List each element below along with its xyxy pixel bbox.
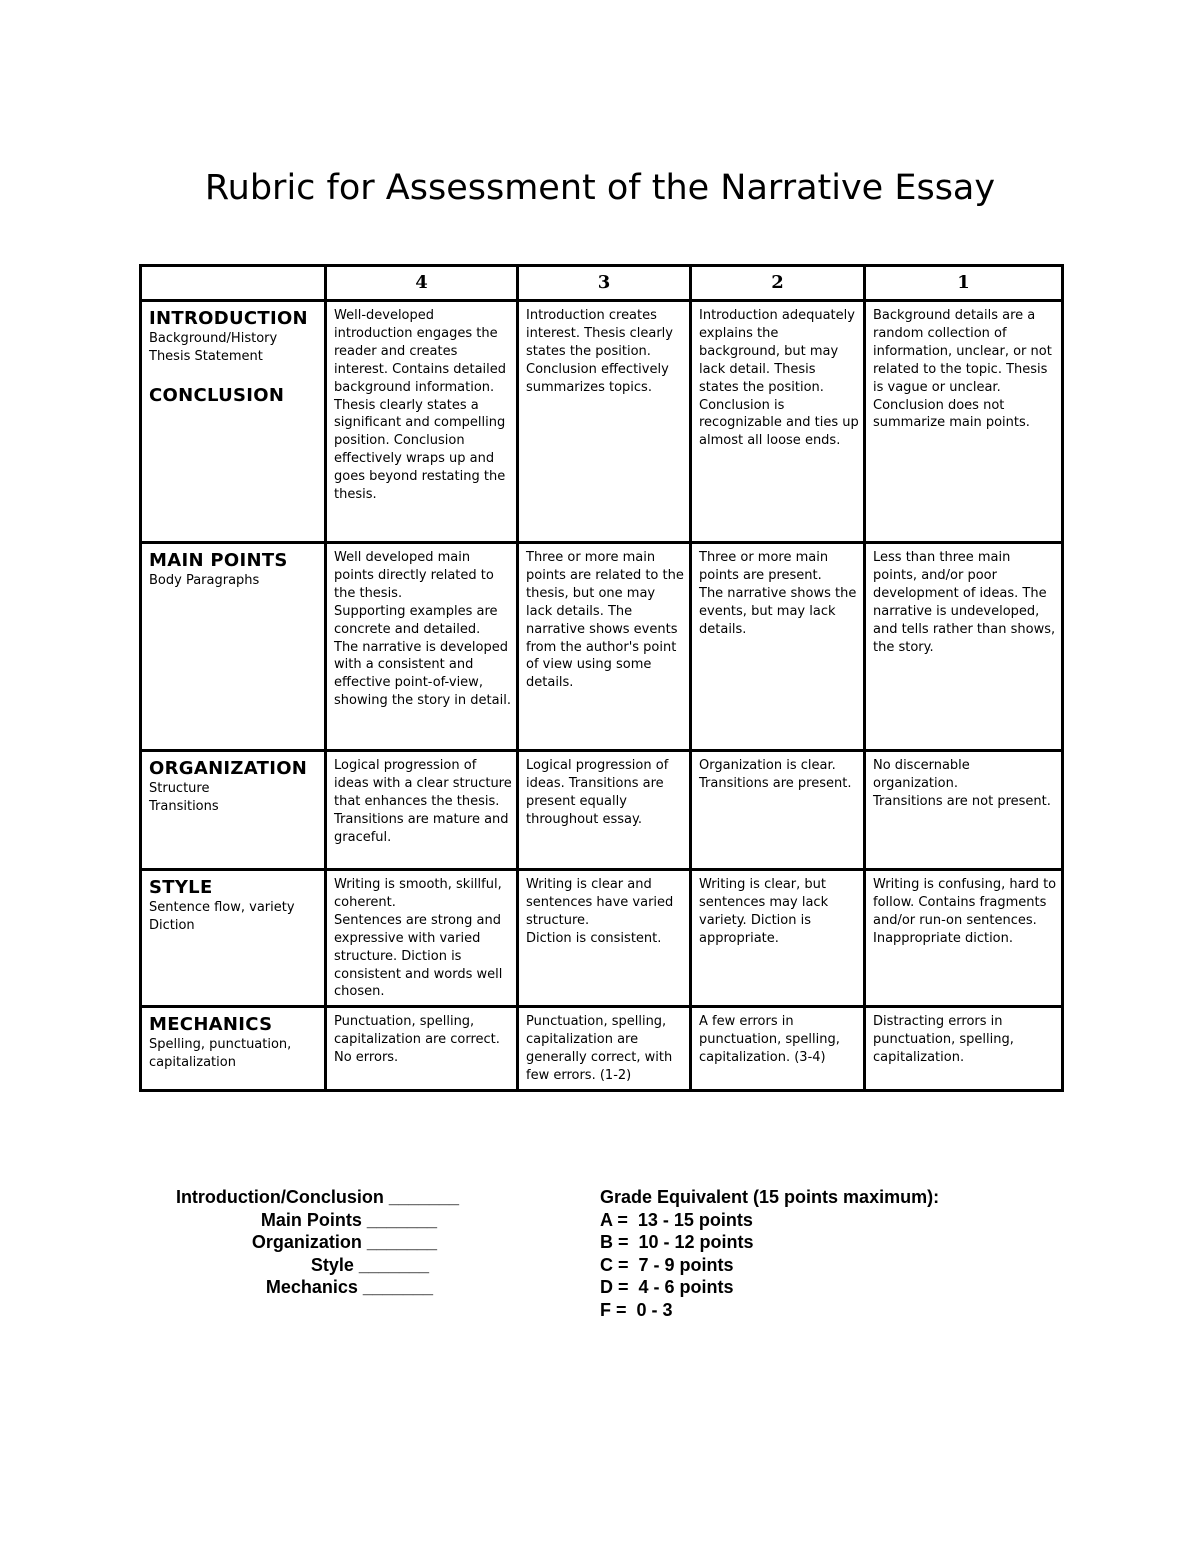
category-subtitle: Body Paragraphs <box>149 573 260 588</box>
grade-line: B = 10 - 12 points <box>600 1232 754 1253</box>
category-name: INTRODUCTION <box>149 308 308 329</box>
criteria-cell: Writing is clear and sentences have varied structure. Diction is consistent. <box>518 870 691 1007</box>
header-row <box>141 266 1063 301</box>
grade-equivalent <box>600 1186 1060 1322</box>
header-cell-score-2: 2 <box>691 266 865 301</box>
score-tally <box>139 1186 459 1299</box>
category-subtitle: Sentence flow, variety Diction <box>149 900 295 933</box>
criteria-cell: Introduction adequately explains the background, but may lack detail. Thesis states the position. Conclusion is recognizable and ties up almost all loose ends. <box>691 301 865 543</box>
header-cell-score-1: 1 <box>865 266 1063 301</box>
grade-line: A = 13 - 15 points <box>600 1209 753 1230</box>
criteria-cell: Distracting errors in punctuation, spelling, capitalization. <box>865 1007 1063 1091</box>
category-cell <box>141 1007 326 1091</box>
grade-line: F = 0 - 3 <box>600 1299 673 1320</box>
criteria-cell: Punctuation, spelling, capitalization are generally correct, with few errors. (1-2) <box>518 1007 691 1091</box>
criteria-cell: Three or more main points are related to the thesis, but one may lack details. The narrative shows events from the author's point of view using some details. <box>518 543 691 751</box>
header-cell-blank <box>141 266 326 301</box>
table-row <box>141 543 1063 751</box>
grade-line: D = 4 - 6 points <box>600 1277 734 1298</box>
criteria-cell: Organization is clear. Transitions are present. <box>691 751 865 870</box>
category-name: MAIN POINTS <box>149 550 288 571</box>
criteria-cell: Less than three main points, and/or poor development of ideas. The narrative is undeveloped, and tells rather than shows, the story. <box>865 543 1063 751</box>
grade-line: C = 7 - 9 points <box>600 1254 734 1275</box>
score-line-introduction-conclusion: Introduction/Conclusion _______ <box>175 1187 459 1207</box>
criteria-cell: Logical progression of ideas. Transitions are present equally throughout essay. <box>518 751 691 870</box>
criteria-cell: Well-developed introduction engages the reader and creates interest. Contains detailed background information. Thesis clearly states a significant and compelling position. Conclusion effectively wraps up and goes beyond restating the thesis. <box>326 301 518 543</box>
score-line-mechanics: Mechanics _______ <box>265 1277 433 1298</box>
category-cell <box>141 543 326 751</box>
score-line-style: Style _______ <box>310 1254 429 1275</box>
category-cell <box>141 751 326 870</box>
criteria-cell: Writing is smooth, skillful, coherent. Sentences are strong and expressive with varied structure. Diction is consistent and words well chosen. <box>326 870 518 1007</box>
criteria-cell: A few errors in punctuation, spelling, capitalization. (3-4) <box>691 1007 865 1091</box>
rubric-table <box>139 264 1064 1092</box>
category-name: STYLE <box>149 877 213 898</box>
table-row <box>141 751 1063 870</box>
category-subtitle: Spelling, punctuation, capitalization <box>149 1037 292 1071</box>
category-name: MECHANICS <box>149 1014 273 1036</box>
criteria-cell: Logical progression of ideas with a clear structure that enhances the thesis. Transitions are mature and graceful. <box>326 751 518 870</box>
criteria-cell: No discernable organization. Transitions are not present. <box>865 751 1063 870</box>
category-subtitle: Background/History Thesis Statement <box>149 331 278 364</box>
page-title: Rubric for Assessment of the Narrative Essay <box>204 168 996 208</box>
table-row <box>141 1007 1063 1091</box>
criteria-cell: Punctuation, spelling, capitalization are correct. No errors. <box>326 1007 518 1091</box>
category-subtitle: Structure Transitions <box>149 781 219 814</box>
category-name: ORGANIZATION <box>149 758 308 779</box>
grade-heading: Grade Equivalent (15 points maximum): <box>600 1187 940 1207</box>
criteria-cell: Well developed main points directly related to the thesis. Supporting examples are concrete and detailed. The narrative is developed with a consistent and effective point-of-view, showing the story in detail. <box>326 543 518 751</box>
criteria-cell: Writing is confusing, hard to follow. Contains fragments and/or run-on sentences. Inappropriate diction. <box>865 870 1063 1007</box>
criteria-cell: Introduction creates interest. Thesis clearly states the position. Conclusion effectively summarizes topics. <box>518 301 691 543</box>
score-line-main-points: Main Points _______ <box>260 1209 437 1230</box>
criteria-cell: Background details are a random collection of information, unclear, or not related to the topic. Thesis is vague or unclear. Conclusion does not summarize main points. <box>865 301 1063 543</box>
category-cell <box>141 870 326 1007</box>
header-cell-score-4: 4 <box>326 266 518 301</box>
table-row <box>141 870 1063 1007</box>
criteria-cell: Three or more main points are present. The narrative shows the events, but may lack details. <box>691 543 865 751</box>
score-line-organization: Organization _______ <box>251 1232 437 1253</box>
category-cell <box>141 301 326 543</box>
criteria-cell: Writing is clear, but sentences may lack variety. Diction is appropriate. <box>691 870 865 1007</box>
header-cell-score-3: 3 <box>518 266 691 301</box>
table-row <box>141 301 1063 543</box>
category-name-secondary: CONCLUSION <box>149 385 285 406</box>
